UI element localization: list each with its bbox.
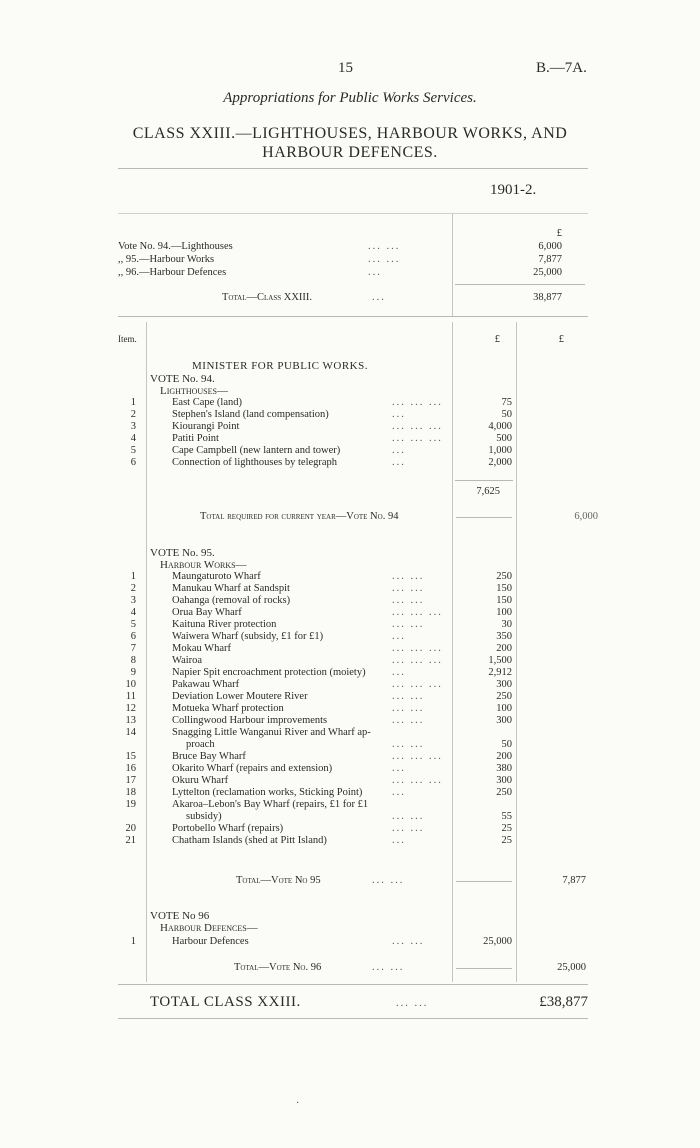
page-reference: B.—7A. [536, 60, 587, 76]
vote95-item-description: Portobello Wharf (repairs) [172, 823, 284, 834]
summary-year: 1901-2. [490, 182, 537, 198]
vote95-item-number: 7 [130, 643, 136, 654]
vote95-item-dots: ... ... [392, 823, 425, 834]
summary-amount-95: 7,877 [538, 254, 562, 265]
vote94-item-amount: 4,000 [488, 421, 512, 432]
vote94-item-number: 6 [130, 457, 136, 468]
page-number: 15 [338, 60, 353, 76]
vote94-item-dots: ... [392, 409, 406, 420]
class-title [0, 124, 700, 162]
vote95-item-dots: ... ... [392, 703, 425, 714]
vote95-item-number: 6 [130, 631, 136, 642]
vote94-item-number: 1 [130, 397, 136, 408]
vote95-item-number: 4 [130, 607, 136, 618]
vote95-item-number: 16 [125, 763, 136, 774]
vote95-item-dots: ... ... ... [392, 679, 443, 690]
vote95-total-dash [456, 881, 512, 882]
vote94-item-number: 5 [130, 445, 136, 456]
vote95-item-amount: 300 [496, 679, 512, 690]
summary-row-94: Vote No. 94.—Lighthouses [118, 241, 233, 252]
vote95-item-dots: ... ... ... [392, 607, 443, 618]
class-title-line-1: CLASS XXIII.—LIGHTHOUSES, HARBOUR WORKS, AND [132, 125, 568, 142]
summary-amount-96: 25,000 [533, 267, 562, 278]
vote95-item-number: 12 [125, 703, 136, 714]
vote95-item-dots: ... ... ... [392, 751, 443, 762]
vote94-item-description: Stephen's Island (land compensation) [172, 409, 329, 420]
vote94-item-amount: 2,000 [488, 457, 512, 468]
vote95-item-number: 20 [125, 823, 136, 834]
vote95-item-amount: 30 [501, 619, 512, 630]
vote95-item-description: Maungaturoto Wharf [172, 571, 261, 582]
vote94-total-label: Total required for current year—Vote No. 94 [200, 511, 399, 522]
vote95-item-dots: ... ... ... [392, 643, 443, 654]
vote95-item-dots: ... ... ... [392, 655, 443, 666]
rule-summary-bottom [118, 316, 588, 317]
vote95-item-amount: 25 [501, 835, 512, 846]
amount-col-rule-2 [516, 322, 517, 982]
summary-col-rule [452, 214, 453, 316]
grand-total-amount: £38,877 [539, 994, 588, 1010]
vote95-item-number: 11 [125, 691, 136, 702]
summary-dots-96: ... [368, 267, 382, 278]
vote94-item-amount: 75 [501, 397, 512, 408]
vote95-item-amount: 50 [501, 739, 512, 750]
vote95-item-number: 1 [130, 571, 136, 582]
vote95-item-number: 5 [130, 619, 136, 630]
vote95-item-description: Napier Spit encroachment protection (moiety) [172, 667, 366, 678]
vote95-item-number: 17 [125, 775, 136, 786]
vote95-item-description: Okuru Wharf [172, 775, 229, 786]
vote95-item-dots: ... ... ... [392, 775, 443, 786]
vote95-item-dots: ... ... [392, 619, 425, 630]
item-column-header: Item. [118, 334, 137, 344]
col2-currency: £ [558, 334, 564, 345]
vote95-item-amount: 200 [496, 643, 512, 654]
item-col-rule [146, 322, 147, 982]
vote95-item-description: Oahanga (removal of rocks) [172, 595, 291, 606]
vote95-item-description: Deviation Lower Moutere River [172, 691, 308, 702]
vote95-item-amount: 150 [496, 583, 512, 594]
vote96-total-amount: 25,000 [557, 962, 586, 973]
vote95-item-description: Chatham Islands (shed at Pitt Island) [172, 835, 327, 846]
vote95-item-dots: ... [392, 787, 406, 798]
vote95-item-number: 18 [125, 787, 136, 798]
vote95-item-amount: 250 [496, 571, 512, 582]
summary-dots-95: ... ... [368, 254, 401, 265]
vote95-item-amount: 300 [496, 775, 512, 786]
summary-row-95: ,, 95.—Harbour Works [118, 254, 215, 265]
vote95-item-number: 3 [130, 595, 136, 606]
vote96-item-number: 1 [130, 936, 136, 947]
vote95-item-amount: 1,500 [488, 655, 512, 666]
vote94-item-number: 2 [130, 409, 136, 420]
vote96-item-amount: 25,000 [483, 936, 512, 947]
vote95-item-amount: 150 [496, 595, 512, 606]
vote95-item-amount: 380 [496, 763, 512, 774]
vote94-item-description: Cape Campbell (new lantern and tower) [172, 445, 341, 456]
vote94-heading: Lighthouses— [160, 385, 228, 397]
vote95-item-dots: ... [392, 631, 406, 642]
vote94-item-description: East Cape (land) [172, 397, 242, 408]
vote94-item-description: Patiti Point [172, 433, 219, 444]
vote95-item-description: Wairoa [172, 655, 203, 666]
vote95-item-description: Mokau Wharf [172, 643, 231, 654]
vote96-total-dots: ... ... [372, 962, 405, 973]
printer-mark: · [296, 1098, 300, 1109]
vote94-item-dots: ... ... ... [392, 397, 443, 408]
vote95-item-amount: 100 [496, 703, 512, 714]
minister-heading: MINISTER FOR PUBLIC WORKS. [192, 360, 368, 372]
vote94-item-amount: 50 [501, 409, 512, 420]
vote95-item-amount: 250 [496, 787, 512, 798]
vote95-item-number: 9 [130, 667, 136, 678]
vote95-item-dots: ... ... [392, 595, 425, 606]
vote94-item-number: 3 [130, 421, 136, 432]
vote95-item-description: Lyttelton (reclamation works, Sticking Point) [172, 787, 363, 798]
vote95-item-description: Motueka Wharf protection [172, 703, 284, 714]
vote94-item-dots: ... ... ... [392, 421, 443, 432]
vote95-item-amount: 250 [496, 691, 512, 702]
vote94-item-number: 4 [130, 433, 136, 444]
vote95-item-amount: 100 [496, 607, 512, 618]
vote94-item-dots: ... [392, 457, 406, 468]
vote95-item-amount: 2,912 [488, 667, 512, 678]
vote95-item-number: 21 [125, 835, 136, 846]
page-subtitle: Appropriations for Public Works Services. [223, 90, 477, 106]
col1-currency: £ [494, 334, 500, 345]
vote96-heading: Harbour Defences— [160, 922, 258, 934]
vote95-item-description-cont: subsidy) [186, 811, 222, 822]
vote95-item-description: Waiwera Wharf (subsidy, £1 for £1) [172, 631, 324, 642]
vote95-item-dots: ... [392, 667, 406, 678]
vote95-item-amount: 200 [496, 751, 512, 762]
vote95-item-description: Pakawau Wharf [172, 679, 240, 690]
vote95-item-description: Collingwood Harbour improvements [172, 715, 328, 726]
vote94-item-description: Connection of lighthouses by telegraph [172, 457, 338, 468]
vote94-item-dots: ... [392, 445, 406, 456]
vote94-subtotal: 7,625 [476, 486, 500, 497]
vote95-item-amount: 55 [501, 811, 512, 822]
rule-year [118, 213, 588, 214]
vote96-item-dots: ... ... [392, 936, 425, 947]
vote95-item-description: Okarito Wharf (repairs and extension) [172, 763, 333, 774]
rule-top [118, 168, 588, 169]
vote95-item-dots: ... ... [392, 583, 425, 594]
vote95-title: VOTE No. 95. [150, 547, 215, 559]
vote95-item-description: Manukau Wharf at Sandspit [172, 583, 290, 594]
vote96-total-dash [456, 968, 512, 969]
vote95-item-description: Snagging Little Wanganui River and Wharf ap- [172, 727, 371, 738]
vote95-item-dots: ... ... [392, 739, 425, 750]
vote95-item-description: Orua Bay Wharf [172, 607, 242, 618]
vote96-item-description: Harbour Defences [172, 936, 249, 947]
vote95-item-number: 13 [125, 715, 136, 726]
summary-total-label: Total—Class XXIII. [222, 292, 313, 303]
vote94-item-amount: 1,000 [488, 445, 512, 456]
rule-bottom [118, 1018, 588, 1019]
summary-total-amount: 38,877 [533, 292, 562, 303]
vote95-item-amount: 300 [496, 715, 512, 726]
class-title-line-2: HARBOUR DEFENCES. [262, 144, 438, 161]
vote95-item-amount: 350 [496, 631, 512, 642]
vote95-item-description: Kaituna River protection [172, 619, 277, 630]
vote94-total-dash [456, 517, 512, 518]
vote95-item-dots: ... ... [392, 715, 425, 726]
grand-total-label: TOTAL CLASS XXIII. [150, 994, 301, 1010]
summary-total-rule [455, 284, 585, 285]
rule-before-grand-total [118, 984, 588, 985]
grand-total-dots: ... ... [396, 998, 429, 1009]
vote95-item-dots: ... ... [392, 571, 425, 582]
vote95-item-description: Akaroa–Lebon's Bay Wharf (repairs, £1 for £1 [172, 799, 369, 810]
vote95-item-number: 2 [130, 583, 136, 594]
vote95-item-dots: ... ... [392, 691, 425, 702]
summary-row-96: ,, 96.—Harbour Defences [118, 267, 227, 278]
vote96-title: VOTE No 96 [150, 910, 210, 922]
summary-currency: £ [556, 228, 562, 239]
vote96-total-label: Total—Vote No. 96 [234, 962, 322, 973]
vote94-total-amount: 6,000 [574, 511, 598, 522]
vote95-item-number: 14 [125, 727, 136, 738]
vote94-title: VOTE No. 94. [150, 373, 215, 385]
vote94-item-amount: 500 [496, 433, 512, 444]
vote95-item-number: 19 [125, 799, 136, 810]
vote95-heading: Harbour Works— [160, 559, 247, 571]
summary-dots-94: ... ... [368, 241, 401, 252]
vote95-item-dots: ... [392, 835, 406, 846]
vote94-subtotal-rule [455, 480, 513, 481]
vote95-item-description-cont: proach [186, 739, 215, 750]
vote95-item-number: 15 [125, 751, 136, 762]
vote94-item-dots: ... ... ... [392, 433, 443, 444]
vote95-total-label: Total—Vote No 95 [236, 875, 321, 886]
vote95-total-dots: ... ... [372, 875, 405, 886]
vote95-item-amount: 25 [501, 823, 512, 834]
vote95-total-amount: 7,877 [562, 875, 586, 886]
vote95-item-description: Bruce Bay Wharf [172, 751, 246, 762]
summary-amount-94: 6,000 [538, 241, 562, 252]
vote94-item-description: Kiourangi Point [172, 421, 240, 432]
vote95-item-number: 8 [130, 655, 136, 666]
vote95-item-dots: ... [392, 763, 406, 774]
vote95-item-number: 10 [125, 679, 136, 690]
summary-total-dots: ... [372, 292, 386, 303]
vote95-item-dots: ... ... [392, 811, 425, 822]
